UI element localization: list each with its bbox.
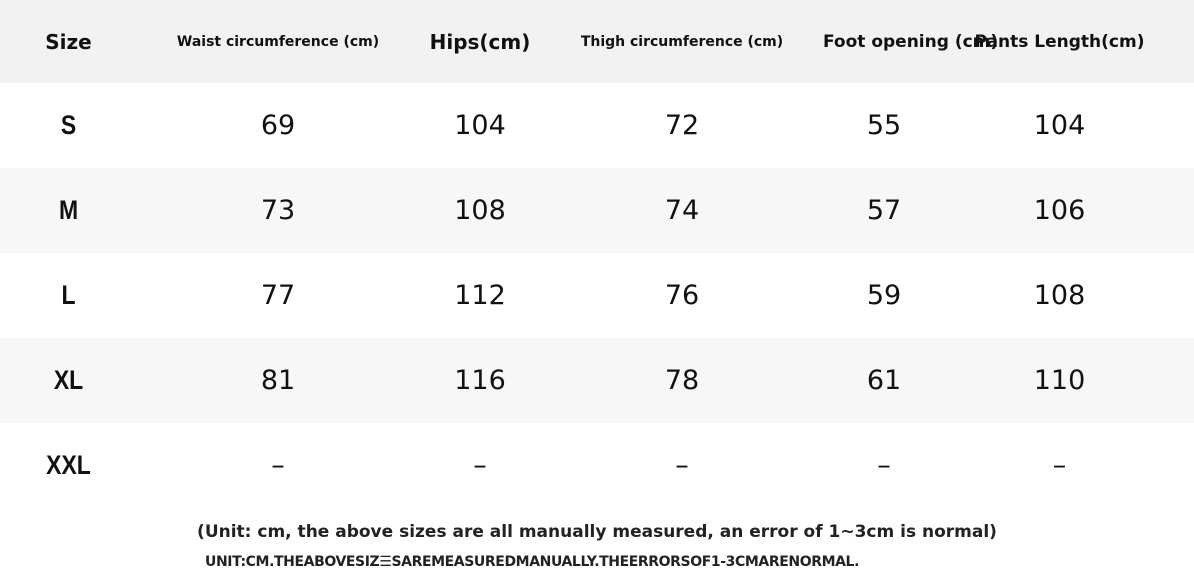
hips-cell: 108 [454, 195, 506, 226]
header-foot-opening: Foot opening (cm) [823, 31, 999, 52]
thigh-cell: 78 [664, 365, 700, 396]
pants-length-cell: 108 [1033, 280, 1086, 311]
waist-cell: – [271, 450, 285, 481]
table-row [0, 253, 1194, 338]
size-cell: S [60, 110, 77, 140]
waist-cell: 77 [260, 280, 296, 311]
hips-cell: – [473, 450, 487, 481]
table-header-row [0, 0, 1194, 83]
size-cell: XXL [46, 450, 91, 480]
size-cell: M [58, 195, 79, 225]
pants-length-cell: 106 [1033, 195, 1086, 226]
foot-opening-cell: 55 [866, 110, 902, 141]
waist-cell: 81 [260, 365, 296, 396]
table-row [0, 423, 1194, 508]
pants-length-cell: 104 [1033, 110, 1086, 141]
size-cell: L [61, 280, 76, 310]
waist-cell: 73 [260, 195, 296, 226]
foot-opening-cell: 57 [866, 195, 902, 226]
size-cell: XL [53, 365, 84, 395]
header-thigh: Thigh circumference (cm) [580, 33, 784, 50]
header-waist: Waist circumference (cm) [176, 33, 380, 50]
table-row [0, 338, 1194, 423]
waist-cell: 69 [260, 110, 296, 141]
measurement-note-caps: UNIT:CM.THEABOVESIZ☰SAREMEASUREDMANUALLY.THEERRORSOF1-3CMARENORMAL. [205, 554, 859, 570]
table-row [0, 168, 1194, 253]
thigh-cell: 74 [664, 195, 700, 226]
measurement-note: (Unit: cm, the above sizes are all manually measured, an error of 1~3cm is normal) [197, 522, 997, 542]
header-pants-length: Pants Length(cm) [974, 31, 1145, 52]
hips-cell: 104 [454, 110, 506, 141]
table-row [0, 83, 1194, 168]
header-size: Size [45, 29, 92, 54]
pants-length-cell: 110 [1033, 365, 1086, 396]
pants-length-cell: – [1052, 450, 1067, 481]
foot-opening-cell: – [877, 450, 891, 481]
thigh-cell: 76 [664, 280, 700, 311]
thigh-cell: 72 [664, 110, 700, 141]
hips-cell: 112 [454, 280, 506, 311]
header-hips: Hips(cm) [429, 29, 531, 54]
foot-opening-cell: 61 [866, 365, 902, 396]
thigh-cell: – [675, 450, 689, 481]
foot-opening-cell: 59 [866, 280, 902, 311]
hips-cell: 116 [454, 365, 506, 396]
